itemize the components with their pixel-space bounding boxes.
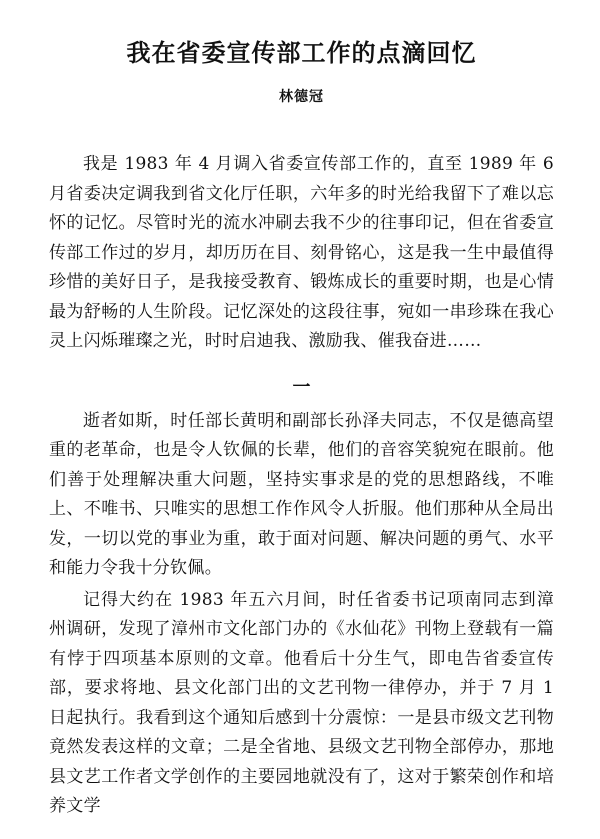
article-author: 林德冠 — [279, 89, 324, 105]
article-title: 我在省委宣传部工作的点滴回忆 — [126, 39, 477, 67]
body-paragraph-2: 记得大约在 1983 年五六月间，时任省委书记项南同志到漳州调研，发现了漳州市文化部门办的《水仙花》刊物上登载有一篇有悖于四项基本原则的文章。他看后十分生气，即电告省委宣传部，要求将地、县文化部门出的文艺刊物一律停办，并于 7 月 1 日起执行。我看到这个通知后感到十分震惊：一是县市级文艺刊物竟然发表这样的文章；二是全省地、县级文艺刊物全部停办，那地县文艺工作者文学创作的主要园地就没有了，这对于繁荣创作和培养文学 — [49, 589, 554, 816]
intro-paragraph: 我是 1983 年 4 月调入省委宣传部工作的，直至 1989 年 6 月省委决定调我到省文化厅任职，六年多的时光给我留下了难以忘怀的记忆。尽管时光的流水冲刷去我不少的往事印记，但在省委宣传部工作过的岁月，却历历在目、刻骨铭心，这是我一生中最值得珍惜的美好日子，是我接受教育、锻炼成长的重要时期，也是心情最为舒畅的人生阶段。记忆深处的这段往事，宛如一串珍珠在我心灵上闪烁璀璨之光，时时启迪我、激励我、催我奋进…… — [49, 154, 554, 351]
body-paragraph-1: 逝者如斯，时任部长黄明和副部长孙泽夫同志，不仅是德高望重的老革命，也是令人钦佩的长辈，他们的音容笑貌宛在眼前。他们善于处理解决重大问题，坚持实事求是的党的思想路线，不唯上、不唯书、只唯实的思想工作作风令人折服。他们那种从全局出发，一切以党的事业为重，敢于面对问题、解决问题的勇气、水平和能力令我十分钦佩。 — [49, 410, 554, 578]
section-number: 一 — [292, 376, 311, 398]
